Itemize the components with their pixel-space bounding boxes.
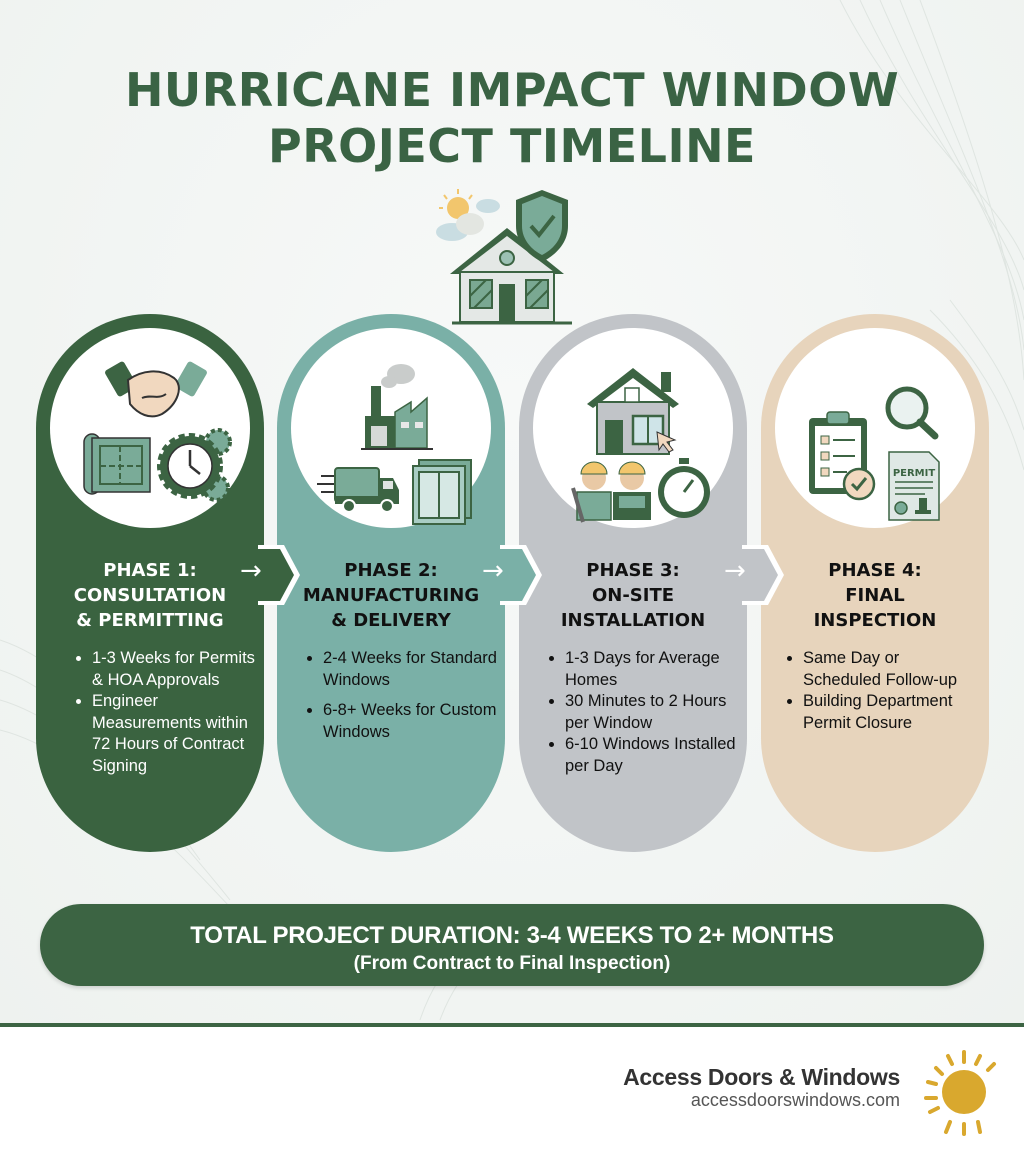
bullet-item: 30 Minutes to 2 Hours per Window	[545, 691, 741, 734]
connector-notch-1	[258, 545, 318, 605]
title-line-1: HURRICANE IMPACT WINDOW	[124, 63, 900, 117]
bullet-item: Engineer Measurements within 72 Hours of Contract Signing	[72, 691, 258, 777]
phase-4-icon-circle	[775, 328, 975, 528]
permit-document-icon	[889, 452, 939, 520]
phase-2-number: PHASE 2:	[344, 560, 438, 581]
phase-3-name-line1: ON-SITE	[591, 585, 675, 606]
brand-name: Access Doors & Windows	[623, 1064, 900, 1090]
page-title	[0, 62, 1024, 174]
phase-1-title	[36, 558, 264, 633]
total-duration-subtitle: (From Contract to Final Inspection)	[353, 953, 671, 974]
bullet-item: Same Day or Scheduled Follow-up	[783, 648, 979, 691]
sun-logo-icon	[922, 1048, 1002, 1136]
phase-4-number: PHASE 4:	[828, 560, 922, 581]
total-duration-text: TOTAL PROJECT DURATION: 3-4 WEEKS TO 2+ MONTHS	[190, 922, 834, 949]
arrow-right-icon: →	[724, 556, 746, 586]
phase-1-number: PHASE 1:	[103, 560, 197, 581]
phase-4-bullets	[783, 648, 979, 734]
bullet-item: 6-10 Windows Installed per Day	[545, 734, 741, 777]
delivery-truck-icon	[317, 468, 399, 512]
house-shield-icon	[430, 186, 580, 328]
phase-2-name-line2: & DELIVERY	[331, 610, 451, 631]
workers-icon	[573, 462, 651, 522]
svg-text:PERMIT: PERMIT	[892, 468, 936, 479]
blueprint-icon	[84, 434, 150, 494]
phase-1-card	[36, 314, 264, 852]
bullet-item: Building Department Permit Closure	[783, 691, 979, 734]
phase-1-name-line1: CONSULTATION	[73, 585, 227, 606]
bullet-item: 1-3 Weeks for Permits & HOA Approvals	[72, 648, 258, 691]
arrow-right-icon: →	[482, 556, 504, 586]
handshake-icon	[104, 361, 208, 417]
phase-3-bullets	[545, 648, 741, 777]
bullet-item: 2-4 Weeks for Standard Windows	[303, 648, 499, 691]
phase-2-name-line1: MANUFACTURING	[302, 585, 480, 606]
window-frames-icon	[413, 460, 471, 524]
phase-2-bullets	[303, 648, 499, 743]
phase-1-name-line2: & PERMITTING	[76, 610, 224, 631]
phase-1-icon-circle	[50, 328, 250, 528]
phase-4-name-line1: FINAL	[845, 585, 905, 606]
clipboard-checklist-icon	[809, 412, 874, 499]
house-window-icon	[587, 368, 679, 454]
connector-notch-2	[500, 545, 560, 605]
arrow-right-icon: →	[240, 556, 262, 586]
bullet-item: 1-3 Days for Average Homes	[545, 648, 741, 691]
connector-notch-3	[742, 545, 802, 605]
phase-3-icon-circle	[533, 328, 733, 528]
magnifying-glass-icon	[888, 389, 935, 436]
title-line-2: PROJECT TIMELINE	[268, 119, 756, 173]
phase-3-number: PHASE 3:	[586, 560, 680, 581]
factory-icon	[361, 364, 433, 449]
phase-2-icon-circle	[291, 328, 491, 528]
phase-1-bullets	[72, 648, 258, 777]
total-duration-banner	[40, 904, 984, 986]
phase-3-name-line2: INSTALLATION	[560, 610, 706, 631]
clock-gears-icon	[160, 430, 230, 500]
brand-url[interactable]: accessdoorswindows.com	[690, 1090, 900, 1110]
stopwatch-icon	[658, 458, 710, 518]
bullet-item: 6-8+ Weeks for Custom Windows	[303, 700, 499, 743]
phase-4-name-line2: INSPECTION	[813, 610, 937, 631]
